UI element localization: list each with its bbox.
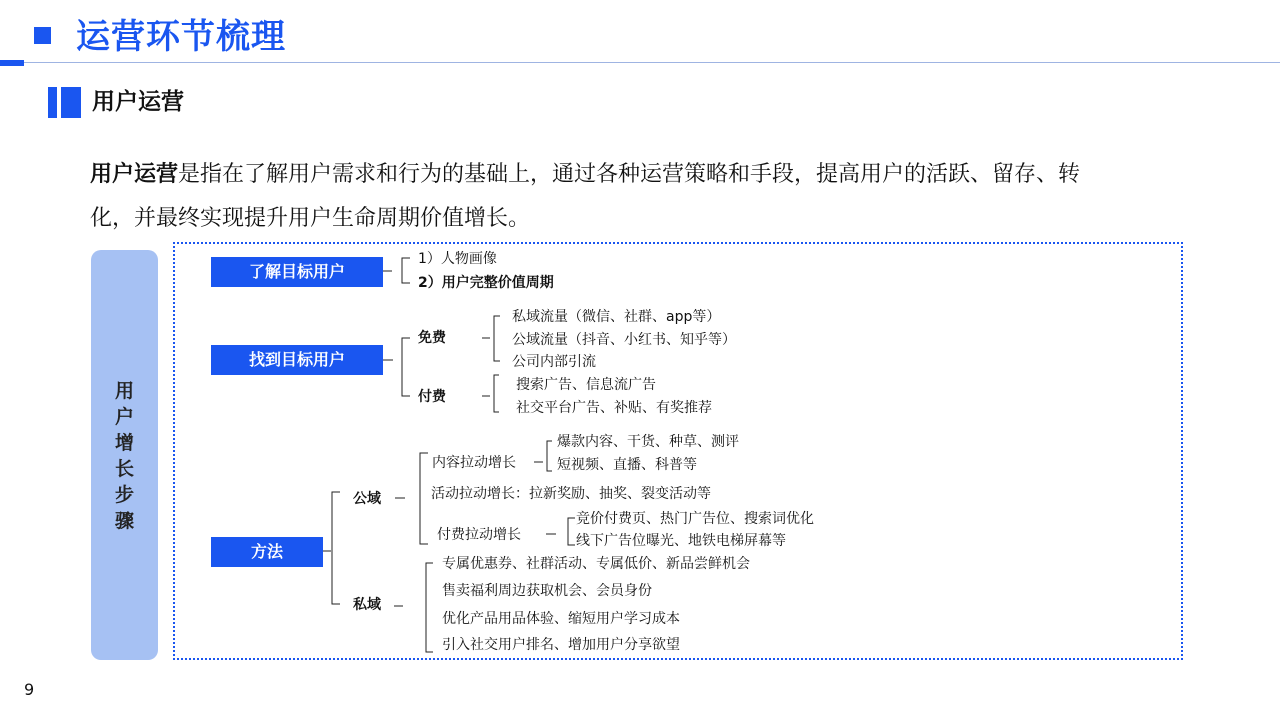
s3-paid-item: 线下广告位曝光、地铁电梯屏幕等 [576,533,786,549]
section-title: 用户运营 [92,89,184,115]
s2-free-item: 私域流量（微信、社群、app等） [512,309,721,325]
s2-paid-item: 社交平台广告、补贴、有奖推荐 [516,400,712,416]
step-find-users: 找到目标用户 [211,345,383,375]
pillar-char: 步 [114,484,134,506]
pillar-char: 户 [114,406,134,428]
s2-paid-item: 搜索广告、信息流广告 [516,377,656,393]
s3-private-label: 私域 [353,597,381,613]
s2-free-label: 免费 [418,330,446,346]
page-title: 运营环节梳理 [76,17,286,57]
intro-line2: 化，并最终实现提升用户生命周期价值增长。 [90,206,531,231]
step-understand-users: 了解目标用户 [211,257,383,287]
page-number: 9 [24,680,35,699]
pillar-char: 增 [114,432,134,454]
intro-keyword: 用户运营 [90,162,179,187]
s2-free-item: 公司内部引流 [512,354,596,370]
intro-line1: 是指在了解用户需求和行为的基础上，通过各种运营策略和手段，提高用户的活跃、留存、转 [178,162,1081,187]
step-methods: 方法 [211,537,323,567]
s1-item: 2）用户完整价值周期 [418,275,554,291]
s3-public-label: 公域 [353,491,381,507]
s3-paid-label: 付费拉动增长 [437,527,521,543]
s3-activity-item: 活动拉动增长：拉新奖励、抽奖、裂变活动等 [431,486,711,502]
s3-private-item: 售卖福利周边获取机会、会员身份 [442,583,652,599]
s3-content-label: 内容拉动增长 [432,455,516,471]
s1-item: 1）人物画像 [418,251,497,267]
s2-paid-label: 付费 [418,389,446,405]
s3-private-item: 优化产品用品体验、缩短用户学习成本 [442,611,680,627]
s3-content-item: 短视频、直播、科普等 [557,457,697,473]
s3-paid-item: 竞价付费页、热门广告位、搜索词优化 [576,511,814,527]
pillar-char: 用 [114,380,134,402]
s3-content-item: 爆款内容、干货、种草、测评 [557,434,739,450]
s3-private-item: 专属优惠券、社群活动、专属低价、新品尝鲜机会 [442,556,750,572]
s2-free-item: 公域流量（抖音、小红书、知乎等） [512,332,736,348]
s3-private-item: 引入社交用户排名、增加用户分享欲望 [442,637,680,653]
pillar-char: 长 [114,458,134,480]
pillar-char: 骤 [114,510,134,532]
